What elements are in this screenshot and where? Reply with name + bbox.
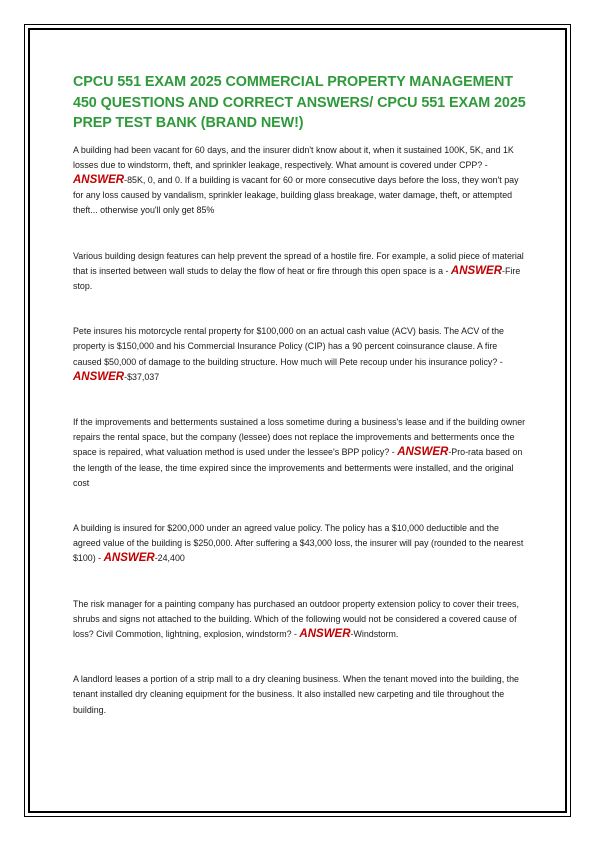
question-text: The risk manager for a painting company has purchased an outdoor property extension policy to cover their trees, shrubs and signs not attached to the building. Which of the following would not be considered a covered cause of loss? Civil Commotion, lightning, explosion, windstorm? [73, 598, 519, 639]
answer-label: ANSWER [299, 627, 351, 640]
qa-item-6 [73, 597, 528, 643]
question-text: If the improvements and betterments sustained a loss sometime during a business's lease and if the building owner repairs the rental space, but the company (lessee) does not replace the improvements and betterments once the space is repaired, what valuation method is used under the lessee's BPP policy? [73, 416, 526, 458]
qa-item-1 [73, 143, 528, 219]
separator: - [291, 628, 300, 639]
spacer [73, 567, 528, 597]
question-text: Various building design features can help prevent the spread of a hostile fire. For example, a solid piece of material that is inserted between wall studs to delay the flow of heat or fire through this open space is a [73, 250, 524, 276]
spacer [73, 385, 528, 415]
answer-text: -Pro-rata based on the length of the lease, the time expired since the improvements and betterments were installed, and the original cost [73, 447, 523, 488]
answer-label: ANSWER [397, 446, 449, 459]
separator: - [389, 447, 398, 458]
separator: - [95, 553, 104, 564]
question-text: A landlord leases a portion of a strip mall to a dry cleaning business. When the tenant moved into the building, the tenant installed dry cleaning equipment for the business. It also installed new carpeting and tile throughout the building. [73, 674, 519, 715]
qa-item-3 [73, 324, 528, 385]
qa-item-5 [73, 521, 528, 567]
answer-label: ANSWER [103, 552, 155, 565]
qa-item-2 [73, 249, 528, 295]
spacer [73, 642, 528, 672]
question-text: A building is insured for $200,000 under an agreed value policy. The policy has a $10,000 deductible and the agreed value of the building is $250,000. After suffering a $43,000 loss, the insurer will pay (rounded to the nearest $100) [73, 522, 524, 564]
answer-label: ANSWER [73, 173, 125, 186]
qa-item-7 [73, 672, 528, 718]
separator: - [497, 356, 503, 367]
answer-text: -$37,037 [124, 371, 160, 382]
spacer [73, 219, 528, 249]
spacer [73, 491, 528, 521]
separator: - [443, 265, 451, 276]
question-text: Pete insures his motorcycle rental property for $100,000 on an actual cash value (ACV) basis. The ACV of the property is $150,000 and his Commercial Insurance Policy (CIP) has a 90 percent coinsurance clause. A fire caused $50,000 of damage to the building structure. How much will Pete recoup under his insurance policy? [73, 326, 504, 367]
spacer [73, 294, 528, 324]
answer-text: -Windstorm. [350, 628, 399, 639]
separator: - [482, 159, 488, 170]
answer-text: -85K, 0, and 0. If a building is vacant for 60 or more consecutive days before the loss, they won't pay for any loss caused by vandalism, sprinkler leakage, building glass breakage, water damage, theft, or attempted theft... otherwise you'll only get 85% [73, 174, 519, 216]
question-text: A building had been vacant for 60 days, and the insurer didn't know about it, when it sustained 100K, 5K, and 1K losses due to windstorm, theft, and sprinkler leakage, respectively. What amount is covered under CPP? [73, 144, 514, 170]
answer-label: ANSWER [73, 370, 125, 383]
answer-label: ANSWER [450, 264, 503, 277]
answer-text: -Fire stop. [73, 265, 521, 291]
answer-text: -24,400 [154, 553, 185, 564]
document-title: CPCU 551 EXAM 2025 COMMERCIAL PROPERTY MANAGEMENT 450 QUESTIONS AND CORRECT ANSWERS/ CPCU 551 EXAM 2025 PREP TEST BANK (BRAND NEW!) [73, 74, 526, 131]
document-body [73, 72, 528, 718]
qa-item-4 [73, 415, 528, 491]
